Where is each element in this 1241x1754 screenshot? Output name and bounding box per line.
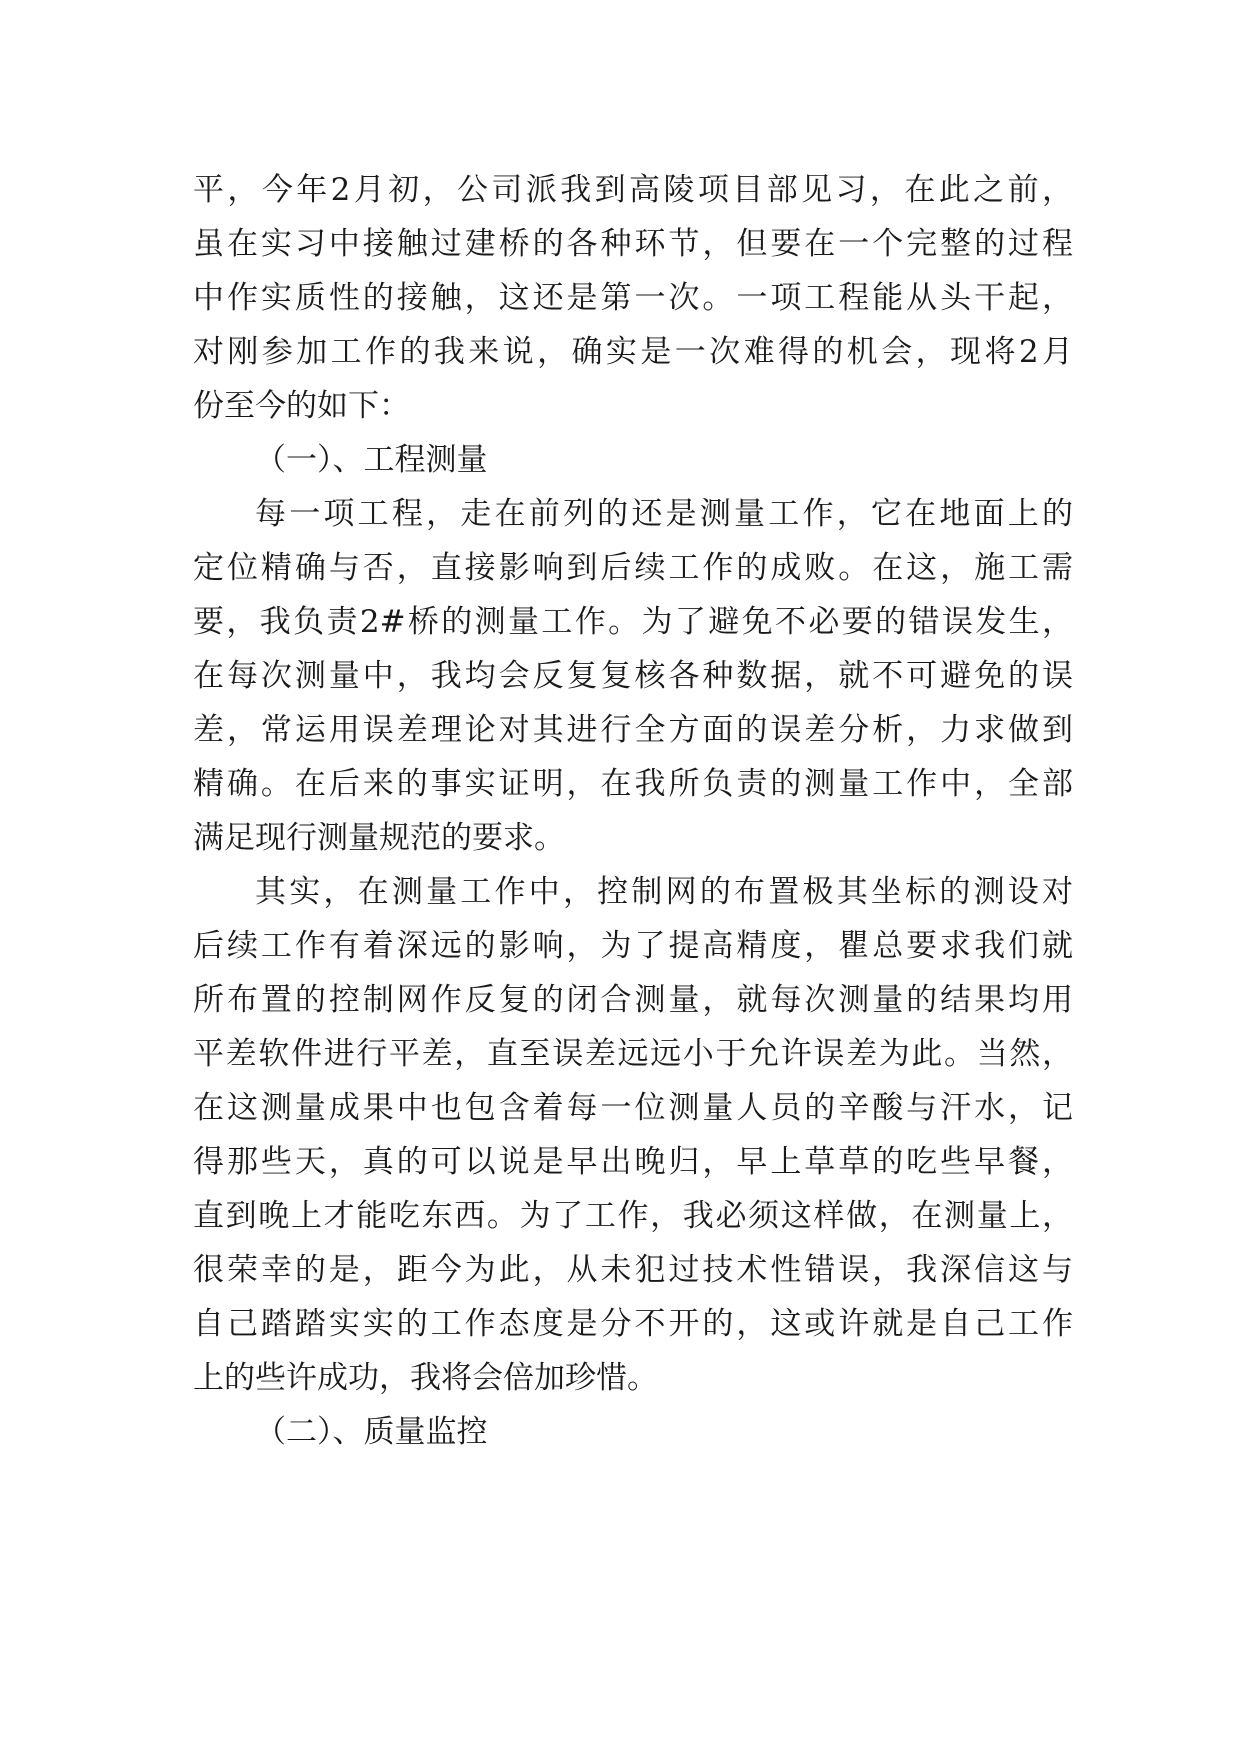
paragraph-line: 精确。在后来的事实证明，在我所负责的测量工作中，全部 <box>193 766 1073 802</box>
paragraph-line: 平差软件进行平差，直至误差远远小于允许误差为此。当然， <box>193 1036 1073 1072</box>
paragraph-line: 定位精确与否，直接影响到后续工作的成败。在这，施工需 <box>193 550 1073 586</box>
section-heading: （二）、质量监控 <box>255 1414 488 1450</box>
paragraph-line: 很荣幸的是，距今为此，从未犯过技术性错误，我深信这与 <box>193 1252 1073 1288</box>
section-heading: （一）、工程测量 <box>255 442 488 478</box>
paragraph-line: 自己踏踏实实的工作态度是分不开的，这或许就是自己工作 <box>193 1306 1073 1342</box>
paragraph-line: 份至今的如下： <box>193 388 410 424</box>
paragraph-line: 差，常运用误差理论对其进行全方面的误差分析，力求做到 <box>193 712 1073 748</box>
paragraph-line: 要，我负责2#桥的测量工作。为了避免不必要的错误发生， <box>193 604 1073 640</box>
paragraph-line: 上的些许成功，我将会倍加珍惜。 <box>193 1360 658 1396</box>
paragraph-line: 中作实质性的接触，这还是第一次。一项工程能从头干起， <box>193 280 1073 316</box>
paragraph-line: 得那些天，真的可以说是早出晚归，早上草草的吃些早餐， <box>193 1144 1073 1180</box>
paragraph-line: 其实，在测量工作中，控制网的布置极其坐标的测设对 <box>255 874 1073 910</box>
paragraph-line: 对刚参加工作的我来说，确实是一次难得的机会，现将2月 <box>193 334 1073 370</box>
paragraph-line: 在每次测量中，我均会反复复核各种数据，就不可避免的误 <box>193 658 1073 694</box>
paragraph-line: 每一项工程，走在前列的还是测量工作，它在地面上的 <box>255 496 1073 532</box>
paragraph-line: 直到晚上才能吃东西。为了工作，我必须这样做，在测量上， <box>193 1198 1073 1234</box>
paragraph-line: 满足现行测量规范的要求。 <box>193 820 565 856</box>
paragraph-line: 虽在实习中接触过建桥的各种环节，但要在一个完整的过程 <box>193 226 1073 262</box>
paragraph-line: 在这测量成果中也包含着每一位测量人员的辛酸与汗水，记 <box>193 1090 1073 1126</box>
paragraph-line: 所布置的控制网作反复的闭合测量，就每次测量的结果均用 <box>193 982 1073 1018</box>
paragraph-line: 后续工作有着深远的影响，为了提高精度，瞿总要求我们就 <box>193 928 1073 964</box>
paragraph-line: 平，今年2月初，公司派我到高陵项目部见习，在此之前， <box>193 172 1073 208</box>
